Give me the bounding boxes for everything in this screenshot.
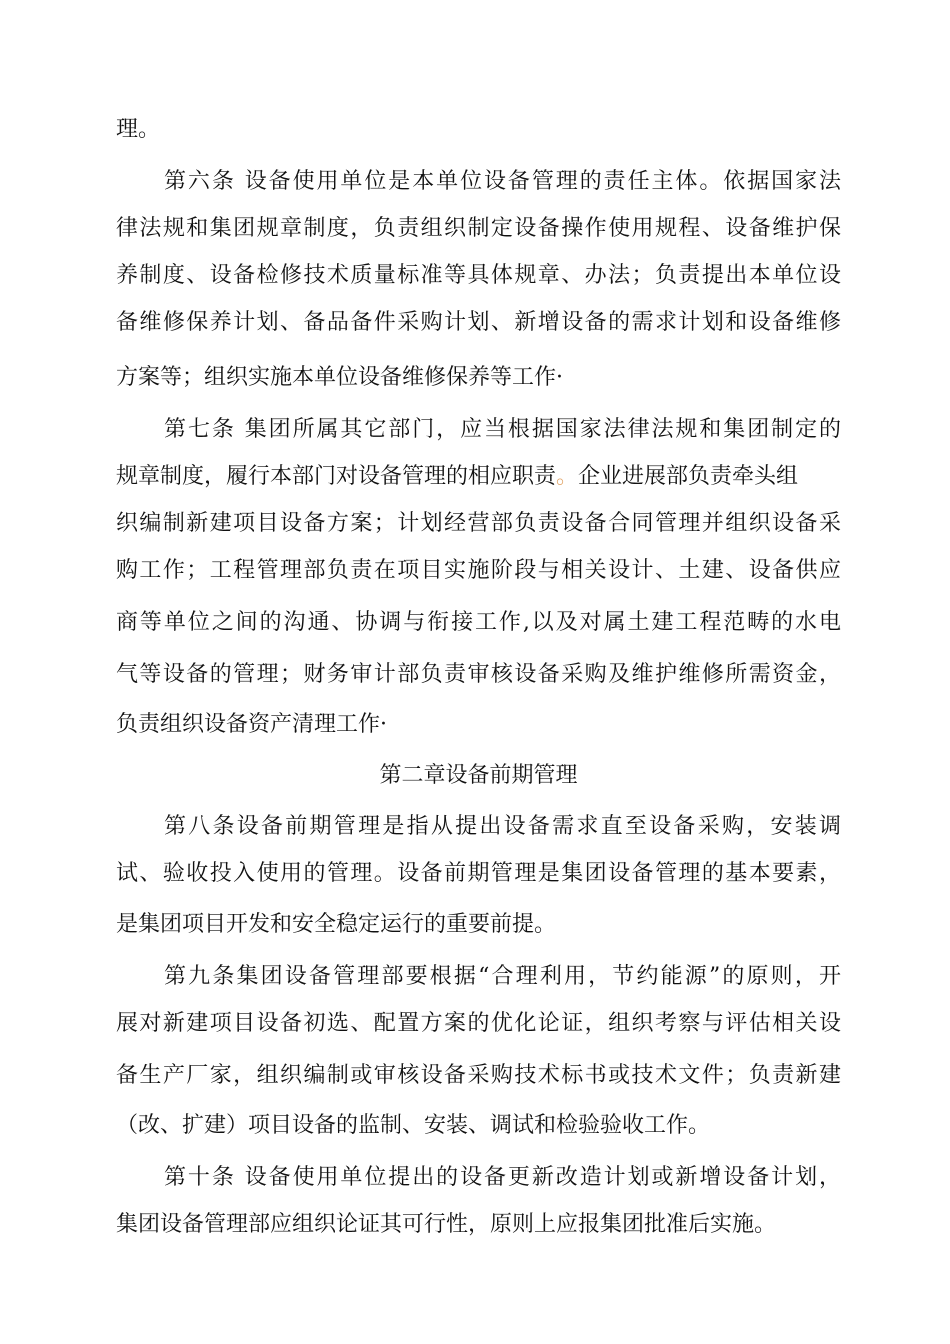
article-6-line-1: 第六条 设备使用单位是本单位设备管理的责任主体。依据国家法 [164,169,841,194]
article-9-line-3: 备生产厂家，组织编制或审核设备采购技术标书或技术文件；负责新建 [116,1063,841,1088]
article-9-line-1: 第九条集团设备管理部要根据“合理利用，节约能源”的原则，开 [164,964,841,989]
article-9-line-2: 展对新建项目设备初选、配置方案的优化论证，组织考察与评估相关设 [116,1011,841,1036]
article-6-line-5: 方案等；组织实施本单位设备维修保养等工作· [116,365,563,390]
article-6-line-3: 养制度、设备检修技术质量标准等具体规章、办法；负责提出本单位设 [116,263,841,288]
article-8-line-2: 试、验收投入使用的管理。设备前期管理是集团设备管理的基本要素， [116,861,841,886]
article-7-line-5: 商等单位之间的沟通、协调与衔接工作,以及对属土建工程范畴的水电 [116,610,841,635]
article-7-line-3: 织编制新建项目设备方案；计划经营部负责设备合同管理并组织设备采 [116,511,841,536]
accent-period: 。 [556,464,579,489]
article-7-line-4: 购工作；工程管理部负责在项目实施阶段与相关设计、土建、设备供应 [116,558,841,583]
article-7-line-2-start: 规章制度，履行本部门对设备管理的相应职责 [116,464,557,489]
article-6-line-2: 律法规和集团规章制度，负责组织制定设备操作使用规程、设备维护保 [116,216,841,241]
article-10-line-2: 集团设备管理部应组织论证其可行性，原则上应报集团批准后实施。 [116,1212,777,1237]
article-8-line-3: 是集团项目开发和安全稳定运行的重要前提。 [116,912,557,937]
article-7-line-7: 负责组织设备资产清理工作· [116,712,387,737]
article-7-line-1: 第七条 集团所属其它部门，应当根据国家法律法规和集团制定的 [164,417,841,442]
article-7-line-2 [116,457,841,497]
article-6-line-4: 备维修保养计划、备品备件采购计划、新增设备的需求计划和设备维修 [116,310,841,335]
chapter-heading: 第二章设备前期管理 [379,763,578,788]
article-7-line-6: 气等设备的管理；财务审计部负责审核设备采购及维护维修所需资金， [116,662,841,687]
article-8-line-1: 第八条设备前期管理是指从提出设备需求直至设备采购，安装调 [164,814,841,839]
article-7-line-2-end: 企业进展部负责牵头组 [578,464,799,489]
article-9-line-4: （改、扩建）项目设备的监制、安装、调试和检验验收工作。 [116,1113,711,1138]
text-line: 理。 [116,117,161,142]
article-10-line-1: 第十条 设备使用单位提出的设备更新改造计划或新增设备计划， [164,1165,841,1190]
